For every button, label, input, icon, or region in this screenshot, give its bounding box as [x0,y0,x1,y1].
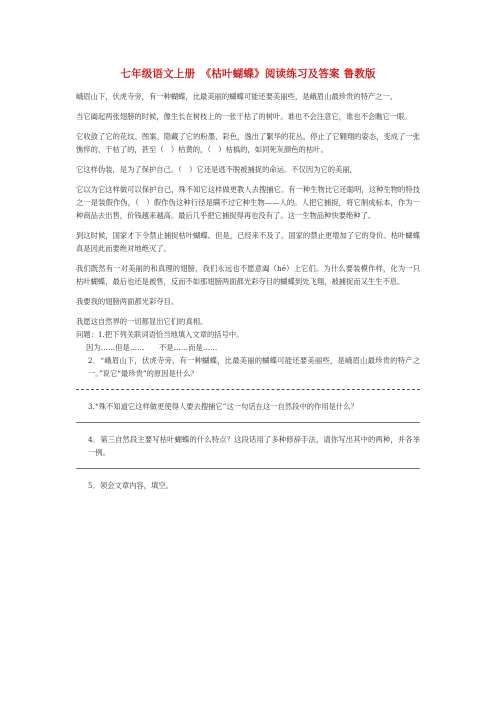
paragraph-2: 当它阖起两张翅膀的时候，像生长在树枝上的一张干枯了的树叶。谁也不会注意它，谁也不会瞧它一眼。 [76,112,412,121]
question-3: 3.“殊不知道它这样做更使得人要去搜捕它”这一句话在这一自然段中的作用是什么？ [88,402,358,411]
question-2: 2．“峨眉山下，伏虎寺旁，有一种蝴蝶，比最美丽的蝴蝶可能还要美丽些，是峨眉山最珍贵的特产之一。”说它“最珍贵”的原因是什么？ [88,356,420,378]
paragraph-4: 它这样伪装，是为了保护自己。（ ）它还是逃不脱被捕捉的命运。不仅因为它的美丽， [76,165,357,174]
paragraph-9: 我愿这自然界的一切都显出它们的真相。 [76,317,208,326]
answer-line-3 [76,422,420,423]
document-title: 七年级语文上册 《枯叶蝴蝶》阅读练习及答案 鲁教版 [120,68,376,80]
answer-line-2 [76,389,420,390]
question-5: 5．领会文章内容，填空。 [88,481,173,490]
question-1-options: 因为……但是…… 不是……而是…… [86,343,218,352]
question-4: 4．第三自然段主要写枯叶蝴蝶的什么特点？这段话用了多种修辞手法，请你写出其中的两种，并各举一例。 [88,435,420,457]
paragraph-8: 我要我的翅膀两面都光彩夺目。 [76,297,179,306]
paragraph-3: 它收敛了它的花纹、图案、隐藏了它的粉墨、彩色，逸出了繁华的花丛，停止了它翱翔的姿态，变成了一张憔悴的、干枯了的，甚至（ ）枯黄的，（ ）枯槁的，如同死灰颜色的枯叶。 [76,132,420,154]
answer-line-4 [76,468,420,469]
paragraph-5: 它以为它这样做可以保护自己，殊不知它这样做更教人去搜捕它。有一种生物比它还聪明，这种生物的特技之一是装假作伪，（ ）假作伪这种行径是瞒不过它种生物——人的。人把它捕捉，将它制成标本，作为一种商品去出售，价钱越来越高。最后几乎把它捕捉得再也没有了。这一生物品种快要绝种了。 [76,185,420,220]
paragraph-1: 峨眉山下，伏虎寺旁，有一种蝴蝶，比最美丽的蝴蝶可能还要美丽些，是峨眉山最珍贵的特产之一。 [76,92,398,101]
question-intro: 问题：1.把下列关联词语恰当地填入文章的括号中。 [76,330,244,339]
paragraph-6: 到这时候，国家才下令禁止捕捉枯叶蝴蝶。但是，已经来不及了。国家的禁止更增加了它的身价。枯叶蝴蝶真是因此而要绝对地绝灭了。 [76,231,420,253]
paragraph-7: 我们既然有一对美丽的和真理的翅膀，我们永远也不愿意阖（hé）上它们。为什么要装模作样，化为一只枯叶蝴蝶，最后也还是被售，反而不如那翅膀两面都光彩夺目的蝴蝶到处飞翔，被捕捉而又生生不息。 [76,264,420,286]
